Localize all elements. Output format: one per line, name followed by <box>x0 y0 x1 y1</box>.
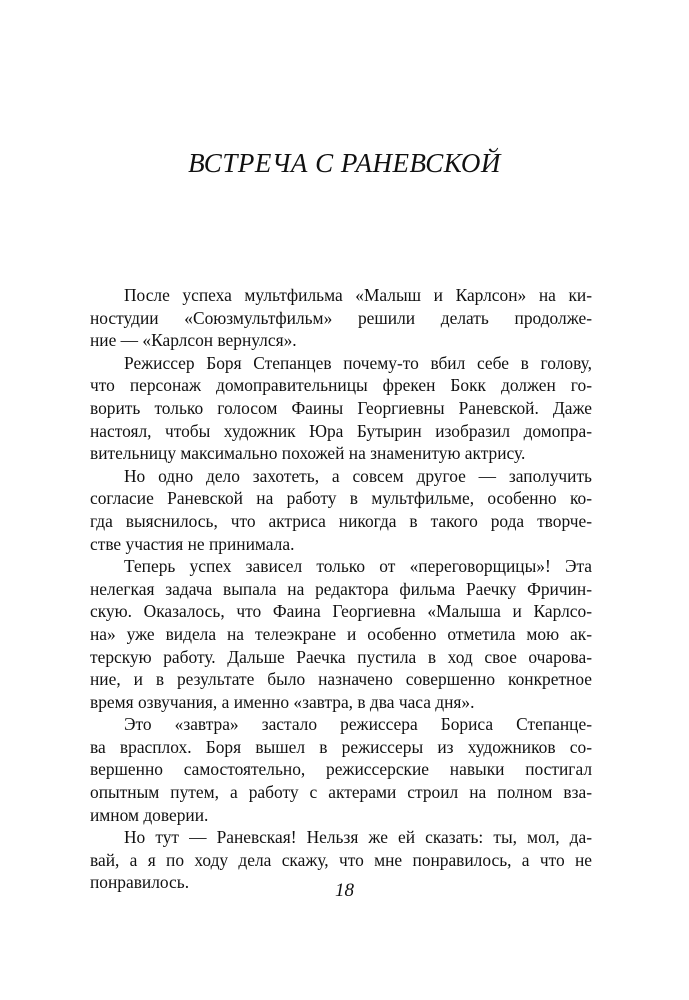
text-line: скую. Оказалось, что Фаина Георгиевна «Малыша и Карлсо- <box>90 601 592 622</box>
text-line: имном доверии. <box>90 804 209 825</box>
paragraph <box>90 465 592 555</box>
text-line: Теперь успех зависел только от «переговорщицы»! Эта <box>124 556 592 577</box>
text-line: что персонаж домоправительницы фрекен Бокк должен го- <box>90 375 592 396</box>
text-line: Это «завтра» застало режиссера Бориса Степанце- <box>124 714 592 735</box>
text-line: настоял, чтобы художник Юра Бутырин изобразил домопра- <box>90 420 592 441</box>
text-line: ние — «Карлсон вернулся». <box>90 330 297 351</box>
text-line: После успеха мультфильма «Малыш и Карлсон» на ки- <box>124 285 592 305</box>
text-line: Режиссер Боря Степанцев почему-то вбил себе в голову, <box>124 352 592 373</box>
chapter-title: ВСТРЕЧА С РАНЕВСКОЙ <box>188 148 501 178</box>
page-number: 18 <box>335 880 354 901</box>
text-line: терскую работу. Дальше Раечка пустила в ход свое очарова- <box>90 646 592 667</box>
text-line: стве участия не принимала. <box>90 533 295 554</box>
text-line: ние, и в результате было назначено совершенно конкретное <box>90 669 592 690</box>
text-line: нелегкая задача выпала на редактора фильма Раечку Фричин- <box>90 578 592 599</box>
text-line: на» уже видела на телеэкране и особенно отметила мою ак- <box>90 623 592 644</box>
text-line: ностудии «Союзмультфильм» решили делать продолже- <box>90 307 592 328</box>
text-line: вай, а я по ходу дела скажу, что мне понравилось, а что не <box>90 849 592 870</box>
text-line: Но тут — Раневская! Нельзя же ей сказать: ты, мол, да- <box>124 827 592 848</box>
text-line: вершенно самостоятельно, режиссерские навыки постигал <box>90 759 592 780</box>
text-line: ворить только голосом Фаины Георгиевны Раневской. Даже <box>90 397 592 418</box>
text-line: согласие Раневской на работу в мультфильме, особенно ко- <box>90 488 592 509</box>
paragraph <box>90 284 592 352</box>
text-line: понравилось. <box>90 872 190 893</box>
paragraph <box>90 713 592 826</box>
text-line: время озвучания, а именно «завтра, в два часа дня». <box>90 691 475 712</box>
text-line: вительницу максимально похожей на знаменитую актрису. <box>90 443 526 464</box>
text-line: ва врасплох. Боря вышел в режиссеры из художников со- <box>90 736 592 757</box>
body-text <box>90 284 592 894</box>
paragraph <box>90 555 592 713</box>
paragraph <box>90 352 592 465</box>
text-line: гда выяснилось, что актриса никогда в такого рода творче- <box>90 510 592 531</box>
text-line: опытным путем, а работу с актерами строил на полном вза- <box>90 782 592 803</box>
text-line: Но одно дело захотеть, а совсем другое — заполучить <box>124 465 592 486</box>
